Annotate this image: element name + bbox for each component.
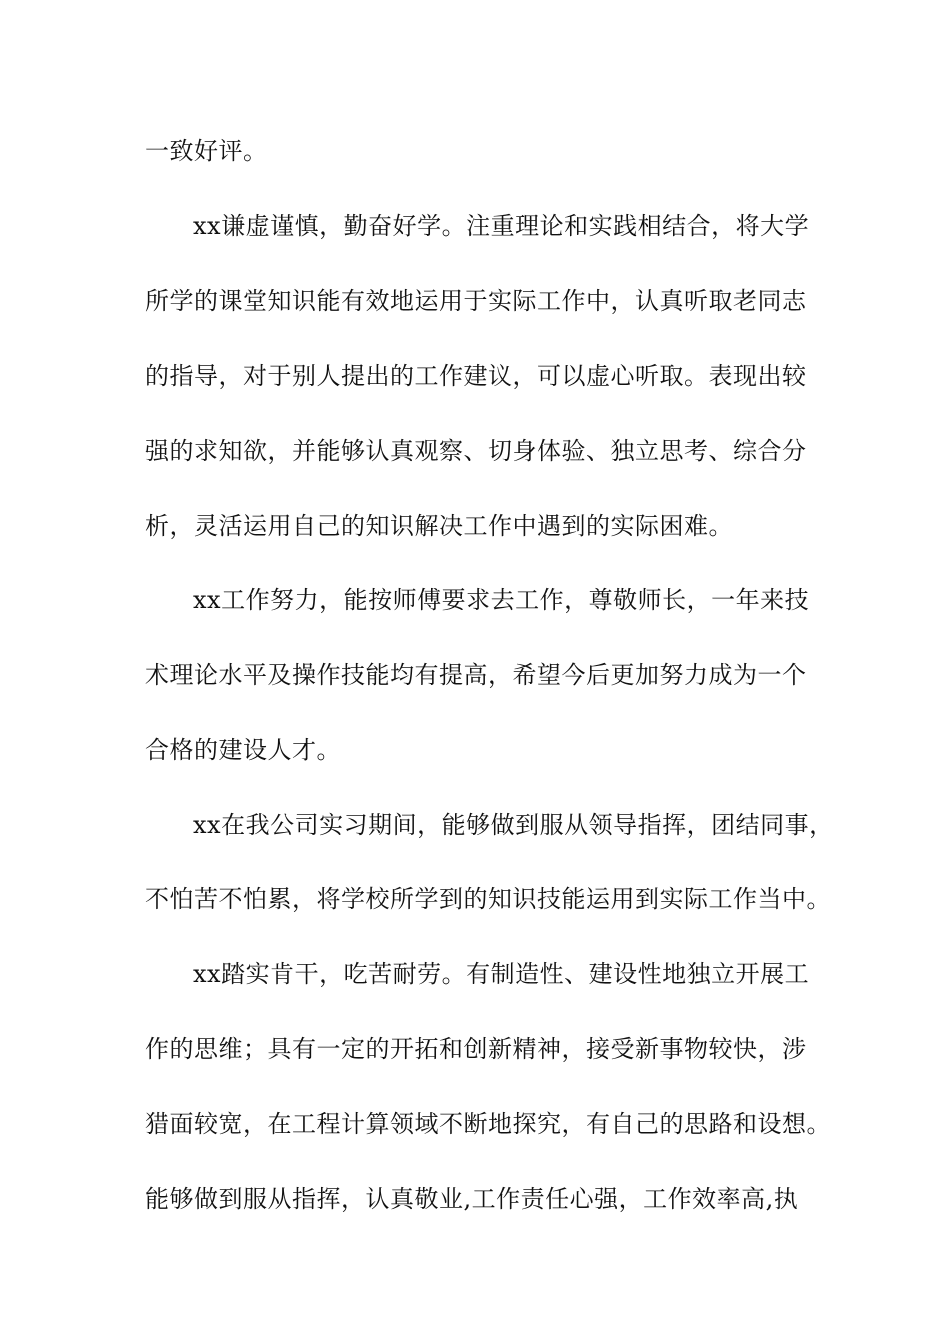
paragraph-start-line: xx工作努力，能按师傅要求去工作，尊敬师长，一年来技	[193, 586, 810, 614]
text-line: 能够做到服从指挥，认真敬业,工作责任心强，工作效率高,执	[145, 1185, 799, 1213]
paragraph-start-line: xx谦虚谨慎，勤奋好学。注重理论和实践相结合，将大学	[193, 212, 810, 240]
paragraph-start-line: xx在我公司实习期间，能够做到服从领导指挥，团结同事，	[193, 811, 834, 839]
text-line: 合格的建设人才。	[145, 736, 341, 764]
text-line: 作的思维；具有一定的开拓和创新精神，接受新事物较快，涉	[145, 1035, 807, 1063]
text-line: 术理论水平及操作技能均有提高，希望今后更加努力成为一个	[145, 661, 807, 689]
paragraph-start-line: xx踏实肯干，吃苦耐劳。有制造性、建设性地独立开展工	[193, 960, 810, 988]
text-line: 不怕苦不怕累，将学校所学到的知识技能运用到实际工作当中。	[145, 885, 831, 913]
text-line: 的指导，对于别人提出的工作建议，可以虚心听取。表现出较	[145, 362, 807, 390]
text-line: 一致好评。	[145, 137, 268, 165]
text-line: 猎面较宽，在工程计算领域不断地探究，有自己的思路和设想。	[145, 1110, 831, 1138]
text-line: 析，灵活运用自己的知识解决工作中遇到的实际困难。	[145, 512, 733, 540]
text-line: 所学的课堂知识能有效地运用于实际工作中，认真听取老同志	[145, 287, 807, 315]
text-line: 强的求知欲，并能够认真观察、切身体验、独立思考、综合分	[145, 437, 807, 465]
